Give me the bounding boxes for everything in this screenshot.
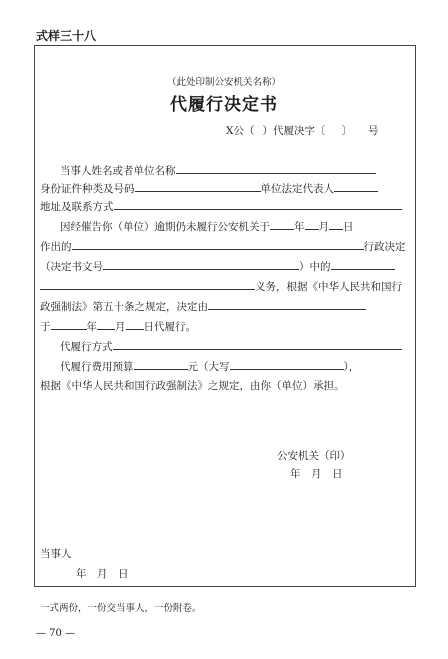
page-number: — 70 — bbox=[36, 628, 76, 639]
execution-day-field[interactable] bbox=[126, 318, 144, 330]
id-line: 身份证件种类及号码 单位法定代表人 bbox=[40, 180, 378, 196]
decision-number-line: （决定书文号 ）中的 bbox=[40, 258, 395, 274]
decision-field[interactable] bbox=[72, 238, 364, 250]
reminder-line: 因经催告你（单位）逾期仍未履行公安机关于 年 月 日 bbox=[60, 218, 354, 234]
party-signature-label: 当事人 bbox=[40, 548, 72, 560]
seal-label: 公安机关（印） bbox=[277, 450, 351, 462]
executor-line: 政强制法》第五十条之规定，决定由 bbox=[40, 298, 366, 314]
obligation-line: 义务，根据《中华人民共和国行 bbox=[40, 278, 402, 294]
execution-year-field[interactable] bbox=[51, 318, 87, 330]
decision-year-field[interactable] bbox=[270, 218, 294, 230]
obligation-content-field[interactable] bbox=[40, 278, 255, 290]
budget-amount-words-field[interactable] bbox=[230, 358, 344, 370]
method-line: 代履行方式 bbox=[60, 338, 402, 354]
decision-month-field[interactable] bbox=[305, 218, 319, 230]
budget-line: 代履行费用预算 元（大写 ）， bbox=[60, 358, 359, 374]
issuing-authority-placeholder: （此处印制公安机关名称） bbox=[166, 77, 281, 88]
address-field[interactable] bbox=[114, 198, 402, 210]
budget-amount-field[interactable] bbox=[134, 358, 188, 370]
decision-number-field[interactable] bbox=[103, 258, 299, 270]
method-field[interactable] bbox=[113, 338, 402, 350]
executor-field[interactable] bbox=[208, 298, 366, 310]
legal-rep-field[interactable] bbox=[334, 180, 378, 192]
document-number: X公（ ）代履决字〔 〕 号 bbox=[226, 125, 379, 137]
execution-date-line: 于 年 月 日代履行。 bbox=[40, 318, 196, 334]
decision-line: 作出的 行政决定 bbox=[40, 238, 406, 254]
execution-month-field[interactable] bbox=[97, 318, 115, 330]
document-title: 代履行决定书 bbox=[170, 95, 278, 115]
party-name-line: 当事人姓名或者单位名称 bbox=[60, 162, 376, 178]
decision-day-field[interactable] bbox=[329, 218, 343, 230]
form-label: 式样三十八 bbox=[36, 29, 97, 43]
party-name-field[interactable] bbox=[176, 162, 376, 174]
id-number-field[interactable] bbox=[135, 180, 261, 192]
address-line: 地址及联系方式 bbox=[40, 198, 402, 214]
seal-date: 年 月 日 bbox=[290, 468, 343, 480]
party-signature-date: 年 月 日 bbox=[76, 568, 129, 580]
cost-bearer-line: 根据《中华人民共和国行政强制法》之规定，由你（单位）承担。 bbox=[40, 380, 345, 392]
obligation-field[interactable] bbox=[331, 258, 395, 270]
footer-note: 一式两份，一份交当事人，一份附卷。 bbox=[40, 603, 202, 614]
